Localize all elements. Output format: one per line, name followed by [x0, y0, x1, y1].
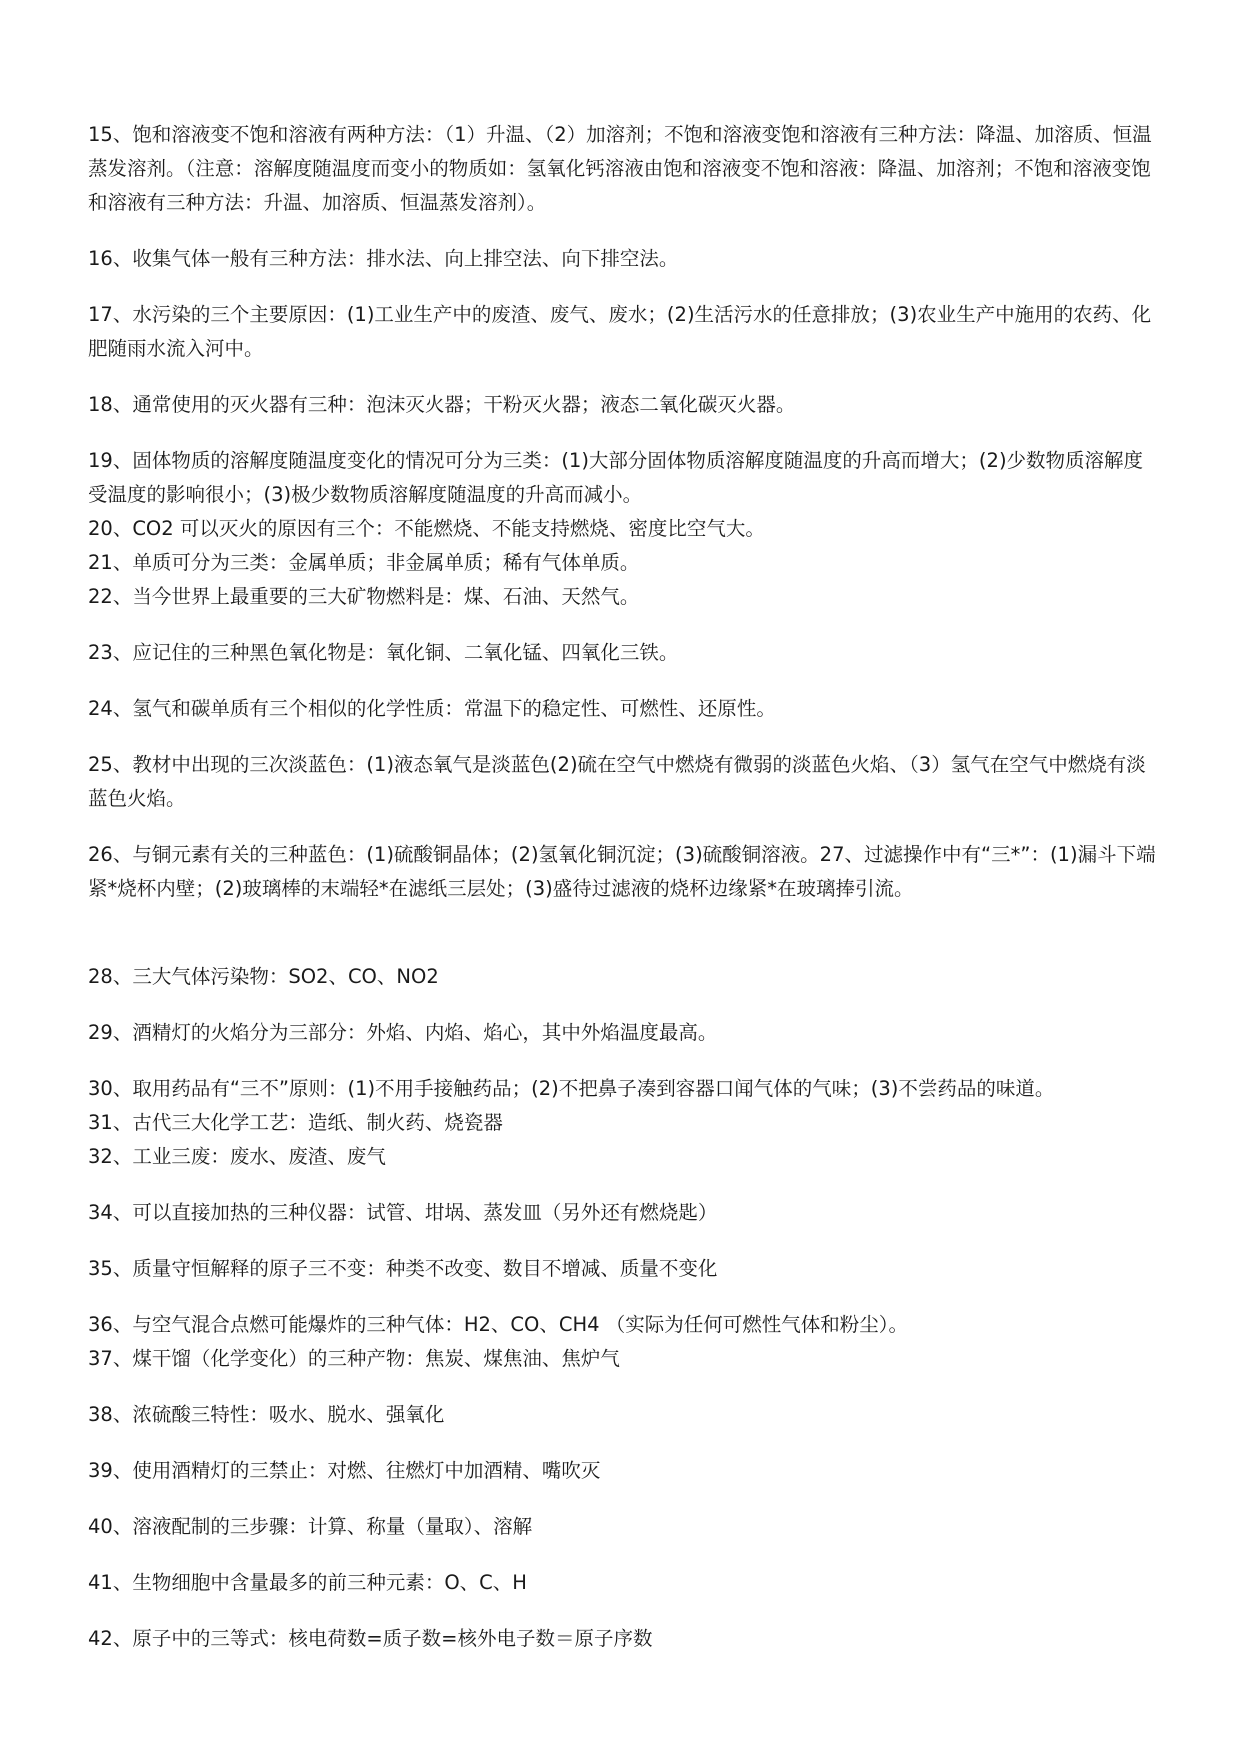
item-36: 36、与空气混合点燃可能爆炸的三种气体：H2、CO、CH4 （实际为任何可燃性气体和粉尘）。 [88, 1313, 908, 1336]
item-29: 29、酒精灯的火焰分为三部分：外焰、内焰、焰心，其中外焰温度最高。 [88, 1021, 718, 1044]
item-34: 34、可以直接加热的三种仪器：试管、坩埚、蒸发皿（另外还有燃烧匙） [88, 1201, 718, 1224]
item-42: 42、原子中的三等式：核电荷数=质子数=核外电子数＝原子序数 [88, 1627, 653, 1650]
item-31: 31、古代三大化学工艺：造纸、制火药、烧瓷器 [88, 1111, 503, 1134]
item-40: 40、溶液配制的三步骤：计算、称量（量取）、溶解 [88, 1515, 533, 1538]
item-16: 16、收集气体一般有三种方法：排水法、向上排空法、向下排空法。 [88, 247, 679, 270]
item-15: 15、饱和溶液变不饱和溶液有两种方法：（1）升温、（2）加溶剂；不饱和溶液变饱和溶液有三种方法：降温、加溶质、恒温蒸发溶剂。（注意：溶解度随温度而变小的物质如：氢氧化钙溶液由饱和溶液变不饱和溶液：降温、加溶剂；不饱和溶液变饱和溶液有三种方法：升温、加溶质、恒温蒸发溶剂）。 [88, 123, 1152, 214]
item-21: 21、单质可分为三类：金属单质；非金属单质；稀有气体单质。 [88, 551, 640, 574]
item-20: 20、CO2 可以灭火的原因有三个：不能燃烧、不能支持燃烧、密度比空气大。 [88, 517, 765, 540]
item-30: 30、取用药品有“三不”原则：(1)不用手接触药品；(2)不把鼻子凑到容器口闻气体的气味；(3)不尝药品的味道。 [88, 1077, 1055, 1100]
item-37: 37、煤干馏（化学变化）的三种产物：焦炭、煤焦油、焦炉气 [88, 1347, 620, 1370]
item-35: 35、质量守恒解释的原子三不变：种类不改变、数目不增减、质量不变化 [88, 1257, 718, 1280]
item-22: 22、当今世界上最重要的三大矿物燃料是：煤、石油、天然气。 [88, 585, 640, 608]
item-39: 39、使用酒精灯的三禁止：对燃、往燃灯中加酒精、嘴吹灭 [88, 1459, 601, 1482]
item-32: 32、工业三废：废水、废渣、废气 [88, 1145, 386, 1168]
item-24: 24、氢气和碳单质有三个相似的化学性质：常温下的稳定性、可燃性、还原性。 [88, 697, 776, 720]
item-28: 28、三大气体污染物：SO2、CO、NO2 [88, 965, 439, 988]
document-page [88, 118, 1158, 1656]
item-17: 17、水污染的三个主要原因：(1)工业生产中的废渣、废气、废水；(2)生活污水的任意排放；(3)农业生产中施用的农药、化肥随雨水流入河中。 [88, 303, 1152, 360]
item-41: 41、生物细胞中含量最多的前三种元素：O、C、H [88, 1571, 527, 1594]
item-23: 23、应记住的三种黑色氧化物是：氧化铜、二氧化锰、四氧化三铁。 [88, 641, 679, 664]
item-18: 18、通常使用的灭火器有三种：泡沫灭火器；干粉灭火器；液态二氧化碳灭火器。 [88, 393, 796, 416]
item-25: 25、教材中出现的三次淡蓝色：(1)液态氧气是淡蓝色(2)硫在空气中燃烧有微弱的淡蓝色火焰、（3）氢气在空气中燃烧有淡蓝色火焰。 [88, 753, 1146, 810]
item-19: 19、固体物质的溶解度随温度变化的情况可分为三类：(1)大部分固体物质溶解度随温度的升高而增大；(2)少数物质溶解度受温度的影响很小；(3)极少数物质溶解度随温度的升高而减小。 [88, 449, 1144, 506]
item-38: 38、浓硫酸三特性：吸水、脱水、强氧化 [88, 1403, 445, 1426]
item-26: 26、与铜元素有关的三种蓝色：(1)硫酸铜晶体；(2)氢氧化铜沉淀；(3)硫酸铜溶液。27、过滤操作中有“三*”：(1)漏斗下端紧*烧杯内壁；(2)玻璃棒的末端轻*在滤纸三层处；(3)盛待过滤液的烧杯边缘紧*在玻璃捧引流。 [88, 843, 1156, 900]
